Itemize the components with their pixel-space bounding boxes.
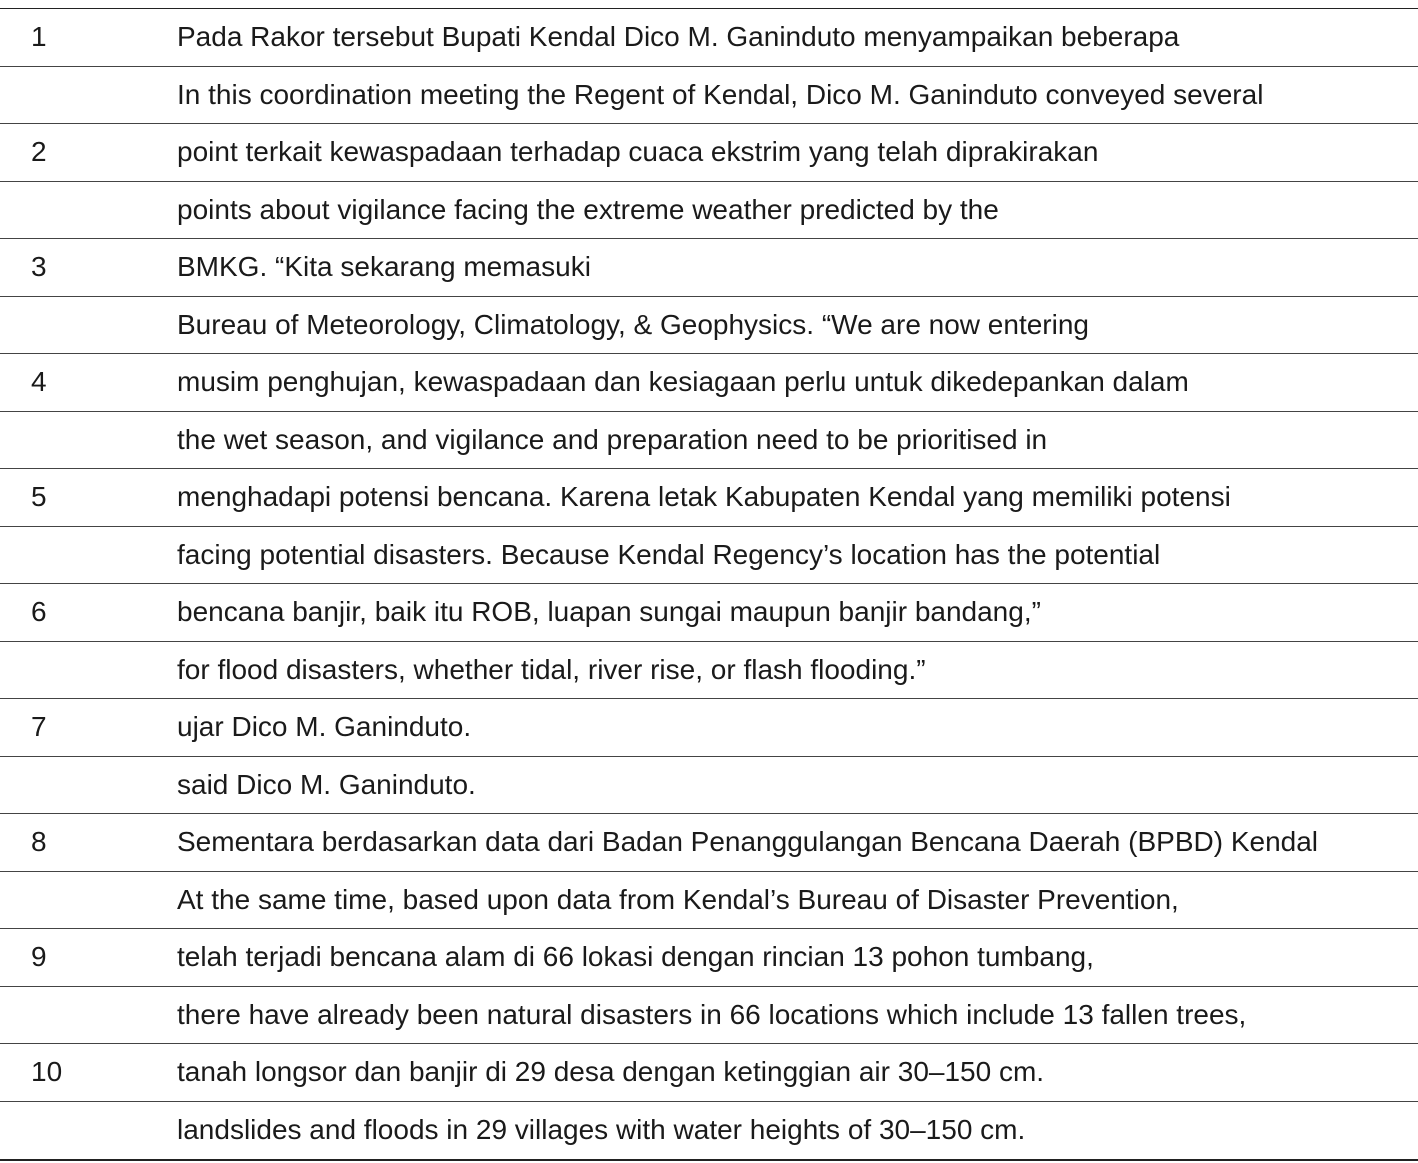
table-row xyxy=(0,929,1418,987)
table-row xyxy=(0,584,1418,642)
table-row xyxy=(0,1044,1418,1102)
table-row xyxy=(0,412,1418,470)
table-row xyxy=(0,699,1418,757)
translation-text: said Dico M. Ganinduto. xyxy=(177,768,476,800)
line-number: 9 xyxy=(31,941,47,973)
translation-text: the wet season, and vigilance and preparation need to be prioritised in xyxy=(177,423,1048,455)
translation-text: Bureau of Meteorology, Climatology, & Geophysics. “We are now entering xyxy=(177,308,1089,340)
source-text: BMKG. “Kita sekarang memasuki xyxy=(177,251,591,283)
table-row xyxy=(0,872,1418,930)
translation-text: At the same time, based upon data from Kendal’s Bureau of Disaster Prevention, xyxy=(177,883,1179,915)
line-number: 1 xyxy=(31,21,47,53)
line-number: 8 xyxy=(31,826,47,858)
source-text: tanah longsor dan banjir di 29 desa dengan ketinggian air 30–150 cm. xyxy=(177,1056,1045,1088)
translation-text: landslides and floods in 29 villages with water heights of 30–150 cm. xyxy=(177,1114,1026,1146)
table-row xyxy=(0,469,1418,527)
source-text: telah terjadi bencana alam di 66 lokasi dengan rincian 13 pohon tumbang, xyxy=(177,941,1094,973)
table-row xyxy=(0,124,1418,182)
source-text: ujar Dico M. Ganinduto. xyxy=(177,711,472,743)
line-number: 4 xyxy=(31,366,47,398)
table-row xyxy=(0,987,1418,1045)
source-text: point terkait kewaspadaan terhadap cuaca ekstrim yang telah diprakirakan xyxy=(177,136,1099,168)
line-number: 3 xyxy=(31,251,47,283)
line-number: 5 xyxy=(31,481,47,513)
translation-text: facing potential disasters. Because Kendal Regency’s location has the potential xyxy=(177,538,1161,570)
translation-text: there have already been natural disasters in 66 locations which include 13 fallen trees, xyxy=(177,998,1247,1030)
table-row xyxy=(0,814,1418,872)
line-number: 10 xyxy=(31,1056,63,1088)
table-row xyxy=(0,1102,1418,1160)
table-row xyxy=(0,354,1418,412)
source-text: Pada Rakor tersebut Bupati Kendal Dico M. Ganinduto menyampaikan beberapa xyxy=(177,21,1180,53)
table-row xyxy=(0,642,1418,700)
source-text: Sementara berdasarkan data dari Badan Penanggulangan Bencana Daerah (BPBD) Kendal xyxy=(177,826,1318,858)
table-row xyxy=(0,67,1418,125)
translation-text: In this coordination meeting the Regent of Kendal, Dico M. Ganinduto conveyed several xyxy=(177,78,1264,110)
table-row xyxy=(0,297,1418,355)
source-text: musim penghujan, kewaspadaan dan kesiagaan perlu untuk dikedepankan dalam xyxy=(177,366,1189,398)
source-text: menghadapi potensi bencana. Karena letak Kabupaten Kendal yang memiliki potensi xyxy=(177,481,1231,513)
line-number: 2 xyxy=(31,136,47,168)
table-row xyxy=(0,527,1418,585)
parallel-text-table xyxy=(0,8,1418,1161)
line-number: 7 xyxy=(31,711,47,743)
line-number: 6 xyxy=(31,596,47,628)
translation-text: points about vigilance facing the extreme weather predicted by the xyxy=(177,193,999,225)
table-row xyxy=(0,239,1418,297)
table-row xyxy=(0,9,1418,67)
table-row xyxy=(0,182,1418,240)
translation-text: for flood disasters, whether tidal, river rise, or flash flooding.” xyxy=(177,653,926,685)
source-text: bencana banjir, baik itu ROB, luapan sungai maupun banjir bandang,” xyxy=(177,596,1041,628)
table-row xyxy=(0,757,1418,815)
